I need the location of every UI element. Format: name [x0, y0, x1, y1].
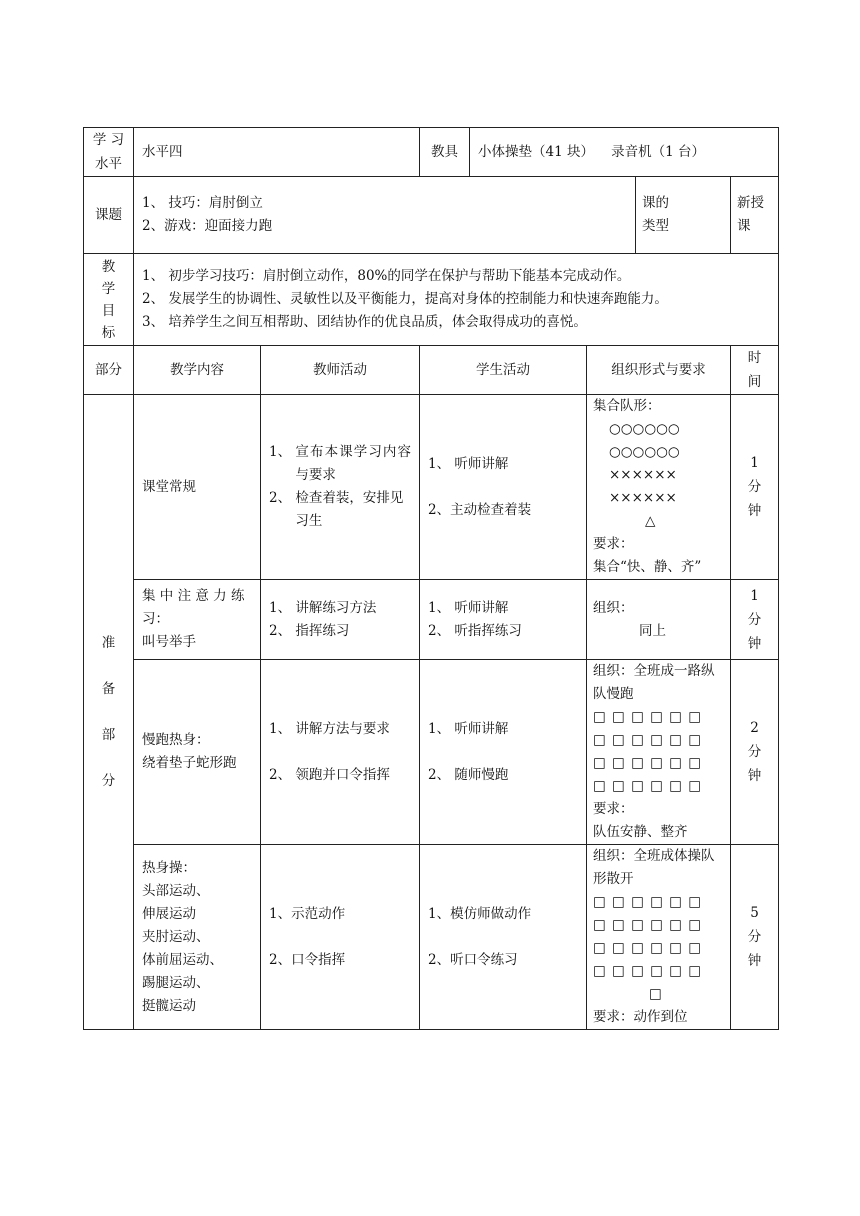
student-cell: 1、 听师讲解 2、主动检查着装: [420, 395, 587, 580]
table-row: [84, 580, 779, 660]
topic-items: [134, 177, 636, 254]
goal-item-3: 3、 培养学生之间互相帮助、团结协作的优良品质，体会取得成功的喜悦。: [142, 314, 587, 330]
table-row: [84, 660, 779, 845]
col-student: 学生活动: [420, 346, 587, 395]
header-row: [84, 128, 779, 177]
topic-item-2: 2、游戏：迎面接力跑: [142, 218, 273, 234]
teacher-position-icon: △: [645, 513, 656, 529]
col-teacher: 教师活动: [261, 346, 420, 395]
col-time: 时 间: [731, 346, 779, 395]
table-row: [84, 845, 779, 1030]
org-cell: 组织： 同上: [587, 580, 731, 660]
teacher-position-icon: □: [649, 986, 662, 1002]
goal-item-1: 1、 初步学习技巧：肩肘倒立动作，80%的同学在保护与帮助下能基本完成动作。: [142, 268, 631, 284]
equipment-value: 小体操垫（41 块） 录音机（1 台）: [470, 128, 779, 177]
student-cell: 1、 听师讲解 2、 随师慢跑: [420, 660, 587, 845]
content-cell: 课堂常规: [134, 395, 261, 580]
topic-row: [84, 177, 779, 254]
teacher-cell: 1、 讲解方法与要求 2、 领跑并口令指挥: [261, 660, 420, 845]
goals-row: [84, 254, 779, 346]
table-row: [84, 395, 779, 580]
time-cell: 5 分 钟: [731, 845, 779, 1030]
teacher-cell: 1、 讲解练习方法 2、 指挥练习: [261, 580, 420, 660]
student-cell: 1、模仿师做动作 2、听口令练习: [420, 845, 587, 1030]
student-cell: 1、 听师讲解 2、 听指挥练习: [420, 580, 587, 660]
org-cell: 组织：全班成一路纵 队慢跑 □ □ □ □ □ □ □ □ □ □ □ □ □ □ □ □ □ □ □ □ □ □ □ □ 要求： 队伍安静、整齐: [587, 660, 731, 845]
topic-item-1: 1、 技巧：肩肘倒立: [142, 195, 263, 211]
content-cell: 慢跑热身： 绕着垫子蛇形跑: [134, 660, 261, 845]
level-value: 水平四: [134, 128, 420, 177]
section-label: 准 备 部 分: [84, 395, 134, 1030]
level-label: 学 习 水平: [84, 128, 134, 177]
goal-item-2: 2、 发展学生的协调性、灵敏性以及平衡能力，提高对身体的控制能力和快速奔跑能力。: [142, 291, 668, 307]
org-cell: 组织：全班成体操队 形散开 □ □ □ □ □ □ □ □ □ □ □ □ □ □ □ □ □ □ □ □ □ □ □ □ □ 要求：动作到位: [587, 845, 731, 1030]
time-cell: 1 分 钟: [731, 395, 779, 580]
goals-label: 教 学 目 标: [84, 254, 134, 346]
content-cell: 集 中 注 意 力 练 习： 叫号举手: [134, 580, 261, 660]
goals-list: [134, 254, 779, 346]
lesson-plan-table: [83, 127, 779, 1030]
teacher-cell: 1、 宣布本课学习内容与要求 2、 检查着装，安排见习生: [261, 395, 420, 580]
content-cell: 热身操： 头部运动、 伸展运动 夹肘运动、 体前屈运动、 踢腿运动、 挺髋运动: [134, 845, 261, 1030]
org-cell: 集合队形： ○○○○○○ ○○○○○○ ×××××× ×××××× △ 要求： 集合“快、静、齐”: [587, 395, 731, 580]
teacher-cell: 1、示范动作 2、口令指挥: [261, 845, 420, 1030]
column-header-row: [84, 346, 779, 395]
col-org: 组织形式与要求: [587, 346, 731, 395]
col-content: 教学内容: [134, 346, 261, 395]
lesson-type-value: 新授课: [731, 177, 779, 254]
equipment-label: 教具: [420, 128, 470, 177]
time-cell: 1 分 钟: [731, 580, 779, 660]
lesson-type-label: 课的 类型: [636, 177, 731, 254]
col-part: 部分: [84, 346, 134, 395]
time-cell: 2 分 钟: [731, 660, 779, 845]
topic-label: 课题: [84, 177, 134, 254]
